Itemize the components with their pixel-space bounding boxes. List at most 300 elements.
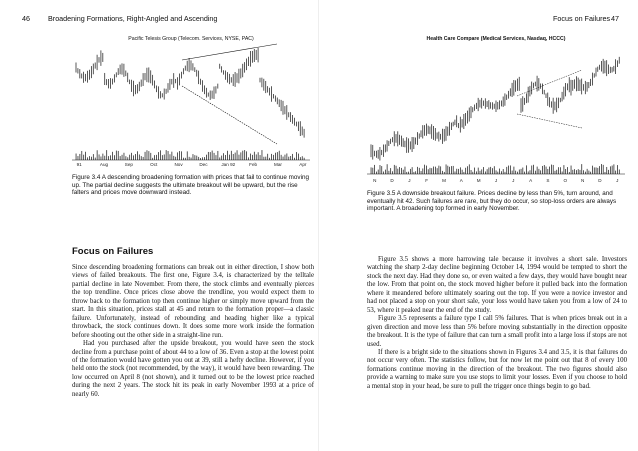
volume-bar [196,156,197,160]
hccc-chart-svg [367,36,625,176]
volume-bar [290,156,291,160]
volume-bar [133,155,134,160]
volume-bar [453,166,454,174]
volume-bar [464,172,465,174]
chart-title: Health Care Compare (Medical Services, Nasdaq, HCCC) [426,36,566,42]
volume-bar [440,166,441,174]
volume-bar [610,166,611,174]
volume-bar [302,156,303,160]
volume-bar [517,172,518,174]
volume-bar [158,152,159,160]
volume-bar [551,165,552,174]
volume-bar [476,171,477,174]
volume-bar [397,169,398,174]
volume-bar [116,151,117,160]
volume-bar [396,166,397,174]
month-label: A [459,178,463,183]
paragraph: Figure 3.5 shows a more harrowing tale because it involves a short sale. Investors watching the sharp 2-day decline beginning October 14, 1994 would be tempted to short the stock the next day. Had they done so, or even waited a few days, they would have bought near the low. From that point on, the stock moved higher before it pulled back into the formation where it meandered before ultimately soaring out the top. If you were a novice investor and had not placed a stop on your short sale, your loss would have taken you from a low of 24 to 53, where it peaked near the end of the study. [367,256,627,314]
volume-bar [581,164,582,174]
volume-bar [181,151,182,160]
volume-bar [244,150,245,160]
volume-bar [110,155,111,160]
volume-bar [287,153,288,160]
volume-bar [540,170,541,174]
volume-bar [471,170,472,174]
volume-bar [408,172,409,174]
volume-bar [233,154,234,160]
volume-bar [250,154,251,160]
volume-bar [449,167,450,174]
month-label: N [373,178,377,183]
volume-bar [478,168,479,174]
volume-bar [256,154,257,160]
volume-bar [442,171,443,174]
volume-bar [492,168,493,174]
month-label: F [425,178,429,183]
volume-bar [578,169,579,174]
volume-bar [218,151,219,160]
volume-bar [558,167,559,174]
volume-bar [124,153,125,160]
paragraph: Figure 3.5 represents a failure type I call 5% failures. That is when prices break out in a given direction and move less than 5% before moving substantially in the direction opposite the breakout. It is the type of failure that can turn a small profit into a large loss if stops are not used. [367,315,627,348]
volume-bar [223,153,224,160]
volume-bar [170,154,171,160]
volume-bar [378,170,379,174]
volume-bar [288,157,289,160]
month-label: N [580,178,585,183]
pac-chart [72,36,310,162]
running-title: Broadening Formations, Right-Angled and Ascending [48,14,218,23]
body-text [72,264,314,399]
paragraph: If there is a bright side to the situations shown in Figures 3.4 and 3.5, it is that failures do not occur very often. The statistics follow, but for now let me point out that 8 of every 100 formations continue moving in the direction of the breakout. The two figures should also provide a warning to make sure you use stops to limit your losses. Even if you choose to hold a mental stop in your head, be sure to pull the trigger once things begin to go bad. [367,348,627,390]
volume-bar [410,169,411,174]
paragraph: Had you purchased after the upside breakout, you would have seen the stock decline from a purchase point of about 44 to a low of 36. Even a stop at the lowest point of the formation would have gotten you out at 39, still a hefty decline. However, if you held onto the stock (not recommended, by the way), it would have been rewarding. The low occurred on April 8 (not shown), and it turned out to be the lowest price reached during the next 2 years. The stock hit its peak in early November 1993 at a price of nearly 60. [72,340,314,398]
volume-bar [496,170,497,174]
volume-bar [508,166,509,174]
page-number: 46 [22,14,30,23]
month-label: O [563,178,568,183]
volume-bar [515,171,516,174]
volume-bar [565,169,566,174]
volume-bar [204,157,205,160]
volume-bar [446,164,447,174]
volume-bar [183,158,184,160]
volume-bar [264,157,265,160]
volume-bar [99,154,100,160]
month-label: Jan 92 [221,162,236,167]
volume-bar [392,171,393,174]
volume-bar [208,152,209,160]
volume-bar [474,168,475,174]
volume-bar [187,151,188,160]
volume-bar [246,151,247,160]
volume-bar [483,167,484,174]
volume-bar [139,154,140,160]
volume-bar [129,155,130,160]
volume-bar [597,168,598,174]
volume-bar [524,172,525,174]
volume-bar [304,158,305,160]
volume-bar [216,155,217,160]
volume-bar [135,154,136,160]
volume-bar [590,172,591,174]
volume-bar [281,155,282,160]
volume-bar [143,157,144,160]
volume-bar [592,166,593,174]
volume-bar [380,165,381,174]
volume-bar [227,151,228,160]
bottom-trendline [182,86,277,144]
volume-bar [76,154,77,160]
volume-bar [430,168,431,174]
volume-bar [267,154,268,160]
volume-bar [487,169,488,174]
volume-bar [221,156,222,160]
volume-bar [528,171,529,174]
volume-bar [530,170,531,174]
volume-bar [606,167,607,174]
volume-bar [521,169,522,174]
volume-bar [145,152,146,160]
month-label: J [616,178,619,183]
month-label: Aug [99,162,109,167]
volume-bar [273,155,274,160]
volume-bar [242,151,243,160]
volume-bar [294,158,295,160]
volume-bar [154,155,155,160]
volume-bar [85,152,86,160]
month-label: Apr [299,162,307,167]
figure-caption: Figure 3.5 A downside breakout failure. Prices decline by less than 5%, turn around, and eventually hit 42. Such failures are rare, but they do occur, so stop-loss orders are always important. A broadening top formed in early November. [367,190,617,213]
volume-bar [91,157,92,160]
month-label: J [512,178,515,183]
volume-bar [533,165,534,174]
volume-bar [200,158,201,160]
volume-bar [131,153,132,160]
volume-bar [191,158,192,160]
volume-bar [371,167,372,174]
volume-bar [494,166,495,174]
chart-title: Pacific Telesis Group (Telecom. Services, NYSE, PAC) [128,36,254,42]
volume-bar [97,150,98,160]
volume-bar [292,154,293,160]
volume-bar [399,167,400,174]
volume-bar [87,157,88,160]
volume-bar [514,167,515,174]
volume-bar [458,169,459,174]
volume-bar [298,154,299,160]
volume-bar [589,171,590,174]
volume-bar [185,158,186,160]
volume-bar [506,167,507,174]
volume-bar [225,155,226,160]
pac-chart-svg [72,36,310,162]
volume-bar [537,167,538,174]
volume-bar [542,166,543,174]
volume-bar [394,165,395,174]
volume-bar [539,169,540,174]
volume-bar [168,151,169,160]
volume-bar [485,171,486,174]
volume-bar [285,155,286,160]
volume-bar [601,164,602,174]
volume-bar [80,154,81,160]
volume-bar [219,157,220,160]
volume-bar [229,155,230,160]
volume-bar [101,156,102,160]
month-label: Sep [124,162,133,167]
volume-bar [103,154,104,160]
volume-bar [422,168,423,174]
volume-bar [424,165,425,174]
volume-bar [405,167,406,174]
month-label: 91 [76,162,82,167]
volume-bar [497,172,498,174]
volume-bar [510,165,511,174]
volume-bar [237,150,238,160]
volume-bar [585,172,586,174]
volume-bar [599,166,600,174]
volume-bar [439,166,440,174]
volume-bar [164,154,165,160]
figure-caption: Figure 3.4 A descending broadening formation with prices that fail to continue moving up. The partial decline suggests the ultimate breakout will be upward, but the rise falters and prices move downward instead. [72,174,309,197]
volume-bar [403,170,404,174]
volume-bar [198,157,199,160]
volume-bar [81,151,82,160]
month-label: J [494,178,498,183]
volume-bar [202,157,203,160]
month-label: M [476,178,481,183]
volume-bar [564,165,565,174]
volume-bar [172,152,173,160]
volume-bar [505,172,506,174]
volume-bar [426,166,427,174]
volume-bar [549,167,550,174]
volume-bar [569,172,570,174]
volume-bar [95,158,96,160]
volume-bar [260,155,261,160]
volume-bar [104,156,105,160]
paragraph: Since descending broadening formations can break out in either direction, I show both views of failed breakouts. The first one, Figure 3.4, is characterized by the telltale partial decline in late November. From there, the stock climbs and eventually pierces the top trendline. Once prices close above the trendline, you would expect them to throw back to the formation top then continue higher or simply move upward from the start. In this situation, prices stall at 45 and return to the formation proper—a classic failure. Unfortunately, instead of rebounding and heading higher like a typical throwback, the stock continues down. It does some more work inside the formation before shooting out the other side in a straight-line run. [72,264,314,339]
month-label: M [442,178,446,183]
volume-bar [269,158,270,160]
month-label: S [546,178,550,183]
volume-bar [241,152,242,160]
volume-bar [89,156,90,160]
volume-bar [252,155,253,160]
volume-bar [389,171,390,174]
volume-bar [189,157,190,160]
body-text [367,256,627,391]
month-label: Feb [249,162,258,167]
right-page [319,0,638,451]
volume-bar [465,168,466,174]
broadening-top-line [517,70,582,96]
volume-bar [522,168,523,174]
volume-bar [612,166,613,174]
volume-bar [406,172,407,174]
volume-bar [254,152,255,160]
volume-bar [166,150,167,160]
volume-bar [467,166,468,174]
volume-bar [137,151,138,160]
volume-bar [519,170,520,174]
month-label: D [390,178,394,183]
volume-bar [447,166,448,174]
volume-bar [583,170,584,174]
volume-bar [562,172,563,174]
volume-bar [78,156,79,160]
volume-bar [387,164,388,174]
volume-bar [462,170,463,174]
volume-bar [235,153,236,160]
volume-bar [120,156,121,160]
volume-bar [300,157,301,160]
volume-bar [444,172,445,174]
volume-bar [118,151,119,160]
month-label: A [529,178,533,183]
volume-bar [412,167,413,174]
month-label: Dec [199,162,208,167]
volume-bar [560,167,561,174]
volume-bar [615,171,616,174]
volume-bar [206,155,207,160]
volume-bar [603,165,604,174]
hccc-price-bars [371,57,619,161]
volume-bar [544,165,545,174]
volume-bar [574,169,575,174]
month-label: Mar [274,162,282,167]
volume-bar [271,154,272,160]
volume-bar [571,166,572,174]
volume-bar [437,168,438,174]
volume-bar [93,154,94,160]
volume-bar [617,165,618,174]
volume-bar [152,158,153,160]
volume-bar [605,172,606,174]
volume-bar [401,168,402,174]
volume-bar [83,155,84,160]
volume-bar [433,167,434,174]
volume-bar [572,170,573,174]
pac-volume-bars [76,150,305,160]
volume-bar [214,153,215,160]
volume-bar [385,170,386,174]
volume-bar [296,152,297,160]
volume-bar [556,170,557,174]
volume-bar [376,172,377,174]
volume-bar [456,169,457,174]
volume-bar [587,169,588,174]
volume-bar [381,166,382,174]
volume-bar [279,151,280,160]
volume-bar [503,169,504,174]
volume-bar [390,168,391,174]
volume-bar [277,152,278,160]
volume-bar [596,167,597,174]
volume-bar [112,152,113,160]
volume-bar [258,152,259,160]
volume-bar [275,153,276,160]
month-axis [72,162,310,170]
pac-price-bars [76,48,304,138]
broadening-bottom-line [517,114,582,128]
month-label: Oct [150,162,158,167]
volume-bar [162,155,163,160]
volume-bar [472,172,473,174]
volume-bar [126,156,127,160]
volume-bar [555,171,556,174]
volume-bar [619,170,620,174]
volume-bar [177,152,178,160]
volume-bar [127,157,128,160]
volume-bar [580,170,581,174]
volume-bar [141,156,142,160]
volume-bar [512,171,513,174]
hccc-volume-bars [371,164,620,174]
volume-bar [499,169,500,174]
volume-bar [114,155,115,160]
volume-bar [383,172,384,174]
volume-bar [547,169,548,174]
volume-bar [122,155,123,160]
volume-bar [212,151,213,160]
volume-bar [614,164,615,174]
volume-bar [435,167,436,174]
month-label: D [598,178,602,183]
volume-bar [451,166,452,174]
volume-bar [431,168,432,174]
volume-bar [531,165,532,174]
month-label: Nov [174,162,183,167]
volume-bar [262,150,263,160]
volume-bar [417,167,418,174]
volume-bar [414,172,415,174]
volume-bar [576,170,577,174]
volume-bar [156,155,157,160]
volume-bar [195,155,196,160]
volume-bar [175,157,176,160]
volume-bar [594,167,595,174]
volume-bar [415,171,416,174]
volume-bar [173,156,174,160]
volume-bar [160,150,161,160]
section-heading: Focus on Failures [72,246,154,257]
volume-bar [239,155,240,160]
volume-bar [553,165,554,174]
volume-bar [526,165,527,174]
volume-bar [546,167,547,174]
volume-bar [469,164,470,174]
volume-bar [419,168,420,174]
volume-bar [193,154,194,160]
volume-bar [179,151,180,160]
volume-bar [106,150,107,160]
top-trendline [182,44,277,60]
volume-bar [283,157,284,160]
volume-bar [490,167,491,174]
volume-bar [150,153,151,160]
volume-bar [265,157,266,160]
page-number: 47 [611,14,619,23]
month-label: J [408,178,411,183]
volume-bar [374,165,375,174]
volume-bar [567,167,568,174]
hccc-chart [367,36,625,176]
volume-bar [608,170,609,174]
volume-bar [489,167,490,174]
volume-bar [428,169,429,174]
